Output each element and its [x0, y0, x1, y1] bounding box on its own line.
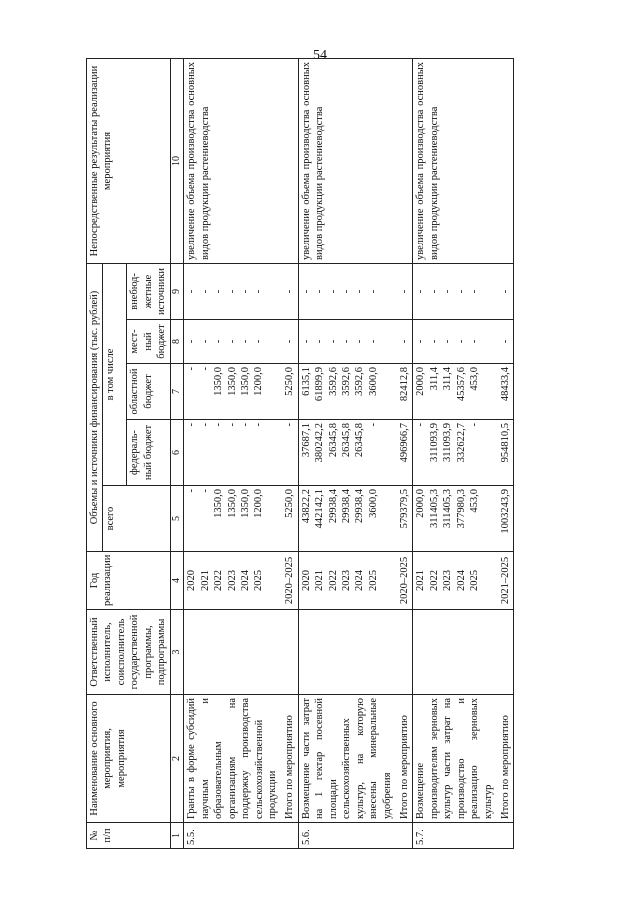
table-row	[298, 59, 395, 849]
header-num: № п/п	[87, 823, 171, 849]
row-years-value: 2024	[354, 570, 366, 591]
row-total-value: 377980,3	[455, 489, 467, 529]
total-extra: -	[496, 264, 514, 320]
row-number: 5.7.	[413, 823, 496, 849]
row-federal-value: -	[253, 423, 265, 427]
row-years-value: 2025	[367, 570, 379, 591]
row-extra-value: -	[327, 289, 339, 294]
row-years-value: 2020	[186, 570, 198, 591]
row-local-value: -	[213, 339, 225, 344]
row-regional-value: 1200,0	[253, 367, 265, 396]
row-regional-value: 311,4	[442, 367, 454, 391]
column-number-row	[170, 59, 184, 849]
row-local-value: -	[300, 339, 312, 344]
row-years-value: 2022	[213, 570, 225, 591]
row-local-value: -	[253, 339, 265, 344]
row-regional-value: 1350,0	[213, 367, 225, 396]
row-years-value: 2022	[327, 570, 339, 591]
row-total-value: -	[199, 489, 211, 493]
col-number: 3	[170, 610, 184, 695]
row-extra-value: -	[428, 289, 440, 294]
row-responsible	[413, 610, 496, 695]
col-number: 9	[170, 264, 184, 320]
row-total-value: 43822,2	[300, 489, 312, 524]
col-number: 10	[170, 59, 184, 264]
row-federal-value: 380242,2	[314, 423, 326, 463]
row-total-value: 1200,0	[253, 489, 265, 518]
header-result: Непосредственные результаты реализации мероприятия	[87, 59, 171, 264]
total-local: -	[395, 320, 413, 364]
table-total-row	[280, 59, 298, 849]
row-extra-value: -	[199, 289, 211, 294]
row-extra	[298, 264, 395, 320]
row-local-value: -	[455, 339, 467, 344]
row-years-value: 2022	[428, 570, 440, 591]
col-number: 2	[170, 695, 184, 823]
row-extra-value: -	[186, 289, 198, 294]
row-local-value: -	[199, 339, 211, 344]
col-number: 6	[170, 420, 184, 486]
total-federal: -	[280, 420, 298, 486]
row-regional-value: -	[199, 367, 211, 371]
row-regional-value: 3592,6	[341, 367, 353, 396]
row-federal-value: 332622,7	[455, 423, 467, 463]
row-total	[184, 486, 281, 552]
total-num	[280, 823, 298, 849]
row-extra-value: -	[213, 289, 225, 294]
row-local-value: -	[341, 339, 353, 344]
row-total-value: 1350,0	[239, 489, 251, 518]
col-number: 8	[170, 320, 184, 364]
row-regional-value: 1350,0	[239, 367, 251, 396]
row-regional-value: 3592,6	[354, 367, 366, 396]
row-responsible	[184, 610, 281, 695]
row-total-value: 2000,0	[415, 489, 427, 518]
total-year: 2020–2025	[395, 552, 413, 610]
row-federal-value: -	[468, 423, 480, 427]
row-years	[413, 552, 496, 610]
row-extra-value: -	[300, 289, 312, 294]
row-extra-value: -	[415, 289, 427, 294]
row-federal-value: -	[186, 423, 198, 427]
row-name: Гранты в форме субсидий научным и образовательным организациям на поддержку производства сельскохозяйственной продукции	[184, 695, 281, 823]
row-number: 5.5.	[184, 823, 281, 849]
rotated-table-frame	[86, 59, 634, 849]
total-regional: 5250,0	[280, 364, 298, 420]
row-extra	[184, 264, 281, 320]
row-regional-value: 2000,0	[415, 367, 427, 396]
row-extra-value: -	[226, 289, 238, 294]
total-extra: -	[395, 264, 413, 320]
header-year: Год реализации	[87, 552, 171, 610]
row-total-value: 3600,0	[367, 489, 379, 518]
row-local-value: -	[314, 339, 326, 344]
row-federal-value: -	[213, 423, 225, 427]
header-incl: в том числе	[103, 264, 127, 486]
header-local: мест- ный бюджет	[127, 320, 170, 364]
row-federal	[298, 420, 395, 486]
header-responsible: Ответственный исполнитель, соисполнитель государственной программы, подпрограммы	[87, 610, 171, 695]
row-name: Возмещение части затрат на 1 гектар посевной площади сельскохозяйственных культур, на которую внесены минеральные удобрения	[298, 695, 395, 823]
header-federal: федераль- ный бюджет	[127, 420, 170, 486]
header-total: всего	[103, 486, 170, 552]
row-total-value: 311405,3	[428, 489, 440, 528]
row-extra-value: -	[341, 289, 353, 294]
row-federal	[413, 420, 496, 486]
total-num	[496, 823, 514, 849]
row-years-value: 2023	[226, 570, 238, 591]
total-responsible	[395, 610, 413, 695]
row-federal	[184, 420, 281, 486]
row-total-value: 1350,0	[226, 489, 238, 518]
row-total-value: 442142,1	[314, 489, 326, 529]
row-years-value: 2021	[199, 570, 211, 591]
row-years-value: 2023	[341, 570, 353, 591]
row-federal-value: -	[415, 423, 427, 427]
row-years-value: 2021	[415, 570, 427, 591]
row-local-value: -	[442, 339, 454, 344]
row-federal-value: -	[239, 423, 251, 427]
row-local	[413, 320, 496, 364]
header-name: Наименование основного мероприятия, мероприятия	[87, 695, 171, 823]
row-local-value: -	[239, 339, 251, 344]
total-num	[395, 823, 413, 849]
row-number: 5.6.	[298, 823, 395, 849]
table-row	[184, 59, 281, 849]
row-result: увеличение объема производства основных видов продукции растениеводства	[298, 59, 395, 264]
total-result	[395, 59, 413, 264]
row-total-value: 29938,4	[341, 489, 353, 524]
row-local-value: -	[186, 339, 198, 344]
row-total-value: 29938,4	[327, 489, 339, 524]
total-regional: 82412,8	[395, 364, 413, 420]
row-total-value: 311405,3	[442, 489, 454, 528]
row-extra-value: -	[253, 289, 265, 294]
row-total-value: 453,0	[468, 489, 480, 513]
table-total-row	[395, 59, 413, 849]
row-years	[184, 552, 281, 610]
table-body	[184, 59, 514, 849]
row-name: Возмещение производителям зерновых культур части затрат на производство и реализацию зерновых культур	[413, 695, 496, 823]
total-label: Итого по мероприятию	[496, 695, 514, 823]
total-label: Итого по мероприятию	[280, 695, 298, 823]
row-local-value: -	[354, 339, 366, 344]
row-federal-value: 37687,1	[300, 423, 312, 458]
row-total	[298, 486, 395, 552]
row-years	[298, 552, 395, 610]
total-year: 2021–2025	[496, 552, 514, 610]
row-years-value: 2025	[468, 570, 480, 591]
total-responsible	[496, 610, 514, 695]
page-number: 54	[313, 48, 327, 63]
col-number: 1	[170, 823, 184, 849]
total-local: -	[280, 320, 298, 364]
row-extra	[413, 264, 496, 320]
total-local: -	[496, 320, 514, 364]
col-number: 5	[170, 486, 184, 552]
row-local	[298, 320, 395, 364]
row-regional	[413, 364, 496, 420]
total-sum: 579379,5	[395, 486, 413, 552]
row-federal-value: -	[367, 423, 379, 427]
row-federal-value: -	[199, 423, 211, 427]
row-local-value: -	[367, 339, 379, 344]
row-local-value: -	[327, 339, 339, 344]
row-regional	[298, 364, 395, 420]
total-result	[496, 59, 514, 264]
row-regional-value: 45357,6	[455, 367, 467, 402]
row-total-value: 29938,4	[354, 489, 366, 524]
row-extra-value: -	[455, 289, 467, 294]
row-extra-value: -	[239, 289, 251, 294]
row-years-value: 2024	[239, 570, 251, 591]
row-federal-value: 311093,9	[442, 423, 454, 462]
header-regional: областной бюджет	[127, 364, 170, 420]
financing-table	[86, 58, 514, 849]
row-years-value: 2020	[300, 570, 312, 591]
row-extra-value: -	[468, 289, 480, 294]
row-federal-value: 26345,8	[327, 423, 339, 458]
row-local-value: -	[468, 339, 480, 344]
row-regional-value: 61899,9	[314, 367, 326, 402]
row-federal-value: 311093,9	[428, 423, 440, 462]
row-total	[413, 486, 496, 552]
total-regional: 48433,4	[496, 364, 514, 420]
row-local-value: -	[428, 339, 440, 344]
total-responsible	[280, 610, 298, 695]
row-federal-value: 26345,8	[341, 423, 353, 458]
row-extra-value: -	[367, 289, 379, 294]
row-regional-value: 3600,0	[367, 367, 379, 396]
total-sum: 1003243,9	[496, 486, 514, 552]
total-extra: -	[280, 264, 298, 320]
row-total-value: 1350,0	[213, 489, 225, 518]
total-sum: 5250,0	[280, 486, 298, 552]
row-regional-value: 453,0	[468, 367, 480, 391]
row-federal-value: 26345,8	[354, 423, 366, 458]
col-number: 7	[170, 364, 184, 420]
row-regional-value: 6135,1	[300, 367, 312, 396]
row-responsible	[298, 610, 395, 695]
row-years-value: 2024	[455, 570, 467, 591]
total-federal: 954810,5	[496, 420, 514, 486]
total-federal: 496966,7	[395, 420, 413, 486]
row-regional	[184, 364, 281, 420]
row-regional-value: 311,4	[428, 367, 440, 391]
row-local	[184, 320, 281, 364]
col-number: 4	[170, 552, 184, 610]
row-extra-value: -	[314, 289, 326, 294]
total-result	[280, 59, 298, 264]
row-regional-value: 3592,6	[327, 367, 339, 396]
row-local-value: -	[415, 339, 427, 344]
table-row	[413, 59, 496, 849]
total-year: 2020–2025	[280, 552, 298, 610]
row-federal-value: -	[226, 423, 238, 427]
row-local-value: -	[226, 339, 238, 344]
row-years-value: 2021	[314, 570, 326, 591]
row-total-value: -	[186, 489, 198, 493]
total-label: Итого по мероприятию	[395, 695, 413, 823]
table-total-row	[496, 59, 514, 849]
row-extra-value: -	[354, 289, 366, 294]
row-extra-value: -	[442, 289, 454, 294]
header-extrabudget: внебюд- жетные источники	[127, 264, 170, 320]
header-financing: Объемы и источники финансирования (тыс. рублей)	[87, 264, 103, 552]
row-regional-value: 1350,0	[226, 367, 238, 396]
row-regional-value: -	[186, 367, 198, 371]
row-result: увеличение объема производства основных видов продукции растениеводства	[184, 59, 281, 264]
row-years-value: 2025	[253, 570, 265, 591]
row-years-value: 2023	[442, 570, 454, 591]
row-result: увеличение объема производства основных видов продукции растениеводства	[413, 59, 496, 264]
